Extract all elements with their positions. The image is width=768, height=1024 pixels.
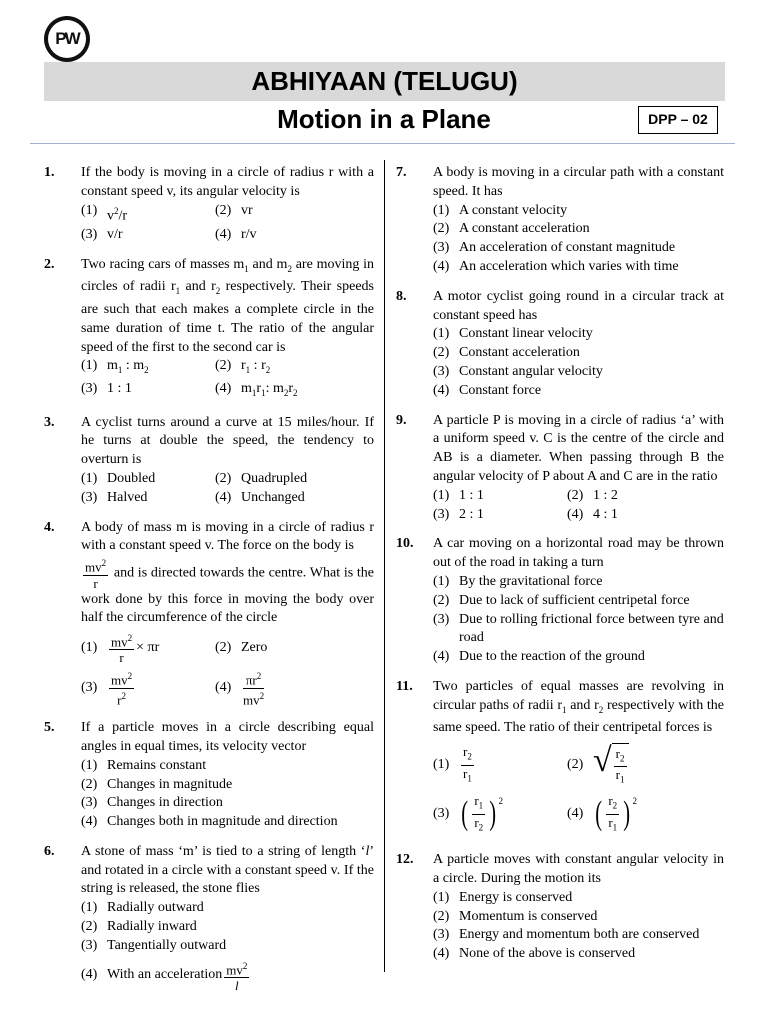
option-1: (1) Radially outward [81, 900, 204, 916]
question-text: A particle P is moving in a circle of radius ‘a’ with a uniform speed v. C is the centre of the circle and AB is a diameter. When passing through B the angular velocity of P about A and C are in the ratio [433, 412, 724, 484]
option-3: (3) ( $\frac{r_1}{r_2}$ ) $^2$ [433, 793, 503, 833]
question-number: 9. [396, 412, 407, 428]
option-2: (2) Quadrupled [215, 471, 308, 486]
question-text: A car moving on a horizontal road may be thrown out of the road in taking a turn [433, 536, 724, 571]
option-1: (1) Energy is conserved [433, 889, 573, 905]
question-number: 8. [396, 288, 407, 304]
header-divider [30, 143, 735, 144]
option-4: (4) 4 : 1 [567, 506, 618, 522]
column-divider [384, 160, 385, 972]
option-4: (4) Due to the reaction of the ground [433, 649, 645, 665]
option-3: (3) Constant angular velocity [433, 363, 603, 379]
option-3: (3) Energy and momentum both are conserved [433, 927, 700, 943]
option-3: (3) 1 : 1 [81, 381, 132, 397]
question-10 [396, 535, 724, 667]
option-1: (1) $m_1$ : $m_2$ [81, 358, 149, 376]
option-4: (4) ( $\frac{r_2}{r_1}$ ) $^2$ [567, 793, 637, 833]
question-number: 11. [396, 678, 413, 694]
question-number: 4. [44, 519, 55, 535]
option-1: (1) A constant velocity [433, 202, 568, 218]
option-2: (2) Changes in magnitude [81, 776, 233, 792]
question-number: 10. [396, 536, 414, 552]
option-4: (4) $\frac{\pi r^2}{mv^2}$ [215, 671, 265, 707]
option-2: (2) Zero [215, 639, 268, 655]
question-5 [44, 719, 374, 832]
option-1: (1) 1 : 1 [433, 487, 484, 503]
option-4: (4) With an acceleration $\frac{mv^2}{l}$ [81, 960, 248, 993]
question-2 [44, 256, 374, 403]
option-3: (3) 2 : 1 [433, 506, 484, 522]
option-3: (3) Halved [81, 489, 148, 505]
question-number: 1. [44, 165, 55, 180]
option-3: (3) Due to rolling frictional force between tyre and road [433, 611, 724, 646]
option-2: (2) vr [215, 202, 253, 218]
question-number: 5. [44, 720, 55, 736]
question-11 [396, 678, 724, 840]
question-text: A particle moves with constant angular velocity in a circle. During the motion its [433, 852, 724, 886]
option-2: (2) √ $\frac{r_2}{r_1}$ [567, 742, 724, 788]
page-banner: ABHIYAAN (TELUGU) [44, 62, 725, 101]
question-text: If the body is moving in a circle of radius r with a constant speed v, its angular velocity is [81, 165, 374, 199]
left-column [44, 164, 374, 1007]
question-text: If a particle moves in a circle describing equal angles in equal times, its velocity vector [81, 720, 374, 754]
dpp-badge: DPP – 02 [638, 106, 718, 134]
pw-logo [44, 16, 90, 62]
option-2: (2) Constant acceleration [433, 345, 580, 361]
option-3: (3) Tangentially outward [81, 937, 227, 953]
question-text: A body is moving in a circular path with a constant speed. It has [433, 165, 724, 199]
question-7 [396, 164, 724, 277]
option-1: (1) By the gravitational force [433, 573, 603, 589]
right-column [396, 164, 724, 975]
question-12 [396, 851, 724, 964]
question-9 [396, 412, 724, 525]
option-1: (1) Constant linear velocity [433, 326, 593, 342]
option-4: (4) Unchanged [215, 489, 305, 505]
option-3: (3) v/r [81, 227, 123, 243]
option-1: (1) $\frac{r_2}{r_1}$ [433, 744, 472, 784]
question-number: 7. [396, 165, 407, 180]
option-2: (2) 1 : 2 [567, 487, 618, 503]
logo-text: PW [48, 20, 86, 58]
question-text: A cyclist turns around a curve at 15 miles/hour. If he turns at double the speed, the tendency to overturn is [81, 414, 374, 468]
option-1: (1) Doubled [81, 471, 156, 486]
option-3: (3) An acceleration of constant magnitude [433, 240, 676, 256]
question-text: A body of mass m is moving in a circle of radius r with a constant speed v. The force on the body is $\frac{mv^2}{r}$ and is directed towards the centre. What is the work done by this force in moving the body over half the circumference of the circle [81, 519, 374, 626]
question-1 [44, 164, 374, 245]
question-number: 12. [396, 852, 414, 868]
option-3: (3) $\frac{mv^2}{r^2}$ [81, 671, 133, 707]
question-6 [44, 843, 374, 996]
question-3 [44, 414, 374, 508]
question-number: 2. [44, 256, 55, 272]
page-title: Motion in a Plane [277, 104, 491, 134]
option-1: (1) Remains constant [81, 757, 207, 773]
fraction-mv2-r: $\frac{mv^2}{r}$ [85, 558, 107, 591]
question-text: Two particles of equal masses are revolving in circular paths of radii $r_1$ and $r_2$ respectively with the same speed. The ratio of their centripetal forces is [433, 678, 724, 736]
question-number: 3. [44, 414, 55, 430]
option-2: (2) A constant acceleration [433, 221, 590, 237]
option-4: (4) None of the above is conserved [433, 946, 636, 962]
question-4 [44, 519, 374, 709]
option-4: (4) Changes both in magnitude and direction [81, 814, 338, 830]
question-text: Two racing cars of masses $m_1$ and $m_2$ are moving in circles of radii $r_1$ and $r_2$ respectively. Their speeds are such that each makes a complete circle in the same duration of time t. The ratio of the angular speed of the first to the second car is [81, 256, 375, 355]
option-1: (1) $v^2/r$ [81, 202, 128, 224]
question-text: A motor cyclist going round in a circular track at constant speed has [433, 288, 724, 323]
option-2: (2) Due to lack of sufficient centripetal force [433, 592, 690, 608]
option-4: (4) An acceleration which varies with time [433, 258, 679, 274]
option-3: (3) Changes in direction [81, 795, 223, 811]
option-2: (2) Radially inward [81, 919, 197, 935]
option-2: (2) $r_1$ : $r_2$ [215, 358, 271, 376]
option-4: (4) Constant force [433, 382, 542, 398]
option-1: (1) $\frac{mv^2}{r}$ × πr [81, 632, 160, 666]
option-2: (2) Momentum is conserved [433, 908, 598, 924]
option-4: (4) r/v [215, 227, 257, 243]
question-number: 6. [44, 843, 55, 859]
option-4: (4) $m_1r_1$: $m_2r_2$ [215, 381, 298, 398]
question-text: A stone of mass ‘m’ is tied to a string of length ‘l’ and rotated in a circle with a constant speed v. If the string is released, the stone flies [81, 843, 374, 897]
question-8 [396, 288, 724, 401]
